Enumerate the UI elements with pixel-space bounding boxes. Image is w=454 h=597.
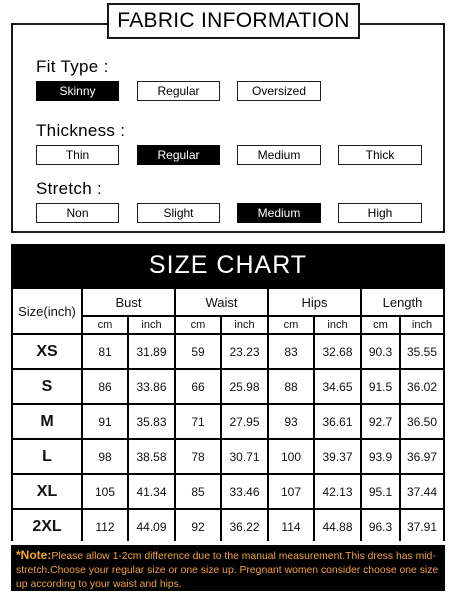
table-cell: 35.55 [401, 335, 443, 368]
size-label-m: M [13, 405, 81, 438]
table-cell: 92 [176, 510, 220, 543]
table-cell: 42.13 [315, 475, 360, 508]
table-cell: 44.88 [315, 510, 360, 543]
unit-inch-length: inch [401, 317, 443, 333]
table-cell: 44.09 [129, 510, 174, 543]
unit-cm-length: cm [362, 317, 399, 333]
table-cell: 93.9 [362, 440, 399, 473]
table-cell: 90.3 [362, 335, 399, 368]
table-cell: 78 [176, 440, 220, 473]
table-cell: 96.3 [362, 510, 399, 543]
table-cell: 36.22 [222, 510, 267, 543]
unit-cm-bust: cm [83, 317, 127, 333]
fit-regular-option: Regular [137, 81, 220, 101]
table-cell: 25.98 [222, 370, 267, 403]
thickness-thick-option: Thick [338, 145, 422, 165]
table-cell: 92.7 [362, 405, 399, 438]
table-cell: 112 [83, 510, 127, 543]
table-cell: 85 [176, 475, 220, 508]
size-note [11, 545, 445, 591]
table-cell: 95.1 [362, 475, 399, 508]
header-bust: Bust [83, 289, 174, 315]
table-cell: 31.89 [129, 335, 174, 368]
table-cell: 37.91 [401, 510, 443, 543]
table-cell: 35.83 [129, 405, 174, 438]
size-label-l: L [13, 440, 81, 473]
header-hips: Hips [269, 289, 360, 315]
table-cell: 59 [176, 335, 220, 368]
table-cell: 100 [269, 440, 313, 473]
size-label-2xl: 2XL [13, 510, 81, 543]
fabric-info-title: FABRIC INFORMATION [107, 3, 360, 39]
table-cell: 81 [83, 335, 127, 368]
note-lead: *Note: [16, 548, 52, 562]
table-cell: 36.50 [401, 405, 443, 438]
unit-cm-hips: cm [269, 317, 313, 333]
table-cell: 41.34 [129, 475, 174, 508]
size-label-s: S [13, 370, 81, 403]
size-label-xs: XS [13, 335, 81, 368]
table-cell: 23.23 [222, 335, 267, 368]
unit-inch-bust: inch [129, 317, 174, 333]
table-cell: 33.86 [129, 370, 174, 403]
stretch-high-option: High [338, 203, 422, 223]
table-cell: 71 [176, 405, 220, 438]
table-cell: 27.95 [222, 405, 267, 438]
stretch-slight-option: Slight [137, 203, 220, 223]
table-cell: 32.68 [315, 335, 360, 368]
table-cell: 30.71 [222, 440, 267, 473]
unit-cm-waist: cm [176, 317, 220, 333]
header-waist: Waist [176, 289, 267, 315]
table-cell: 33.46 [222, 475, 267, 508]
table-cell: 66 [176, 370, 220, 403]
table-cell: 37.44 [401, 475, 443, 508]
size-chart-table [11, 244, 445, 541]
table-cell: 91.5 [362, 370, 399, 403]
table-cell: 36.61 [315, 405, 360, 438]
thickness-medium-option: Medium [237, 145, 321, 165]
size-label-xl: XL [13, 475, 81, 508]
size-column-header: Size(inch) [13, 289, 81, 333]
header-length: Length [362, 289, 443, 315]
thickness-thin-option: Thin [36, 145, 119, 165]
stretch-medium-option: Medium [237, 203, 321, 223]
fit-oversized-option: Oversized [237, 81, 321, 101]
table-cell: 38.58 [129, 440, 174, 473]
table-cell: 105 [83, 475, 127, 508]
thickness-label: Thickness : [36, 121, 126, 140]
table-cell: 91 [83, 405, 127, 438]
table-cell: 36.97 [401, 440, 443, 473]
table-cell: 98 [83, 440, 127, 473]
table-cell: 83 [269, 335, 313, 368]
table-cell: 107 [269, 475, 313, 508]
thickness-regular-option: Regular [137, 145, 220, 165]
table-cell: 114 [269, 510, 313, 543]
fit-type-label: Fit Type : [36, 57, 109, 76]
table-cell: 86 [83, 370, 127, 403]
size-chart-title: SIZE CHART [148, 251, 308, 279]
table-cell: 34.65 [315, 370, 360, 403]
stretch-non-option: Non [36, 203, 119, 223]
unit-inch-waist: inch [222, 317, 267, 333]
note-text: Please allow 1-2cm difference due to the manual measurement.This dress has mid-stretch.Choose your regular size or one size up. Pregnant women consider choose one size up according to your waist and hips. [16, 551, 439, 590]
table-cell: 39.37 [315, 440, 360, 473]
stretch-label: Stretch : [36, 179, 103, 198]
unit-inch-hips: inch [315, 317, 360, 333]
fit-skinny-option: Skinny [36, 81, 119, 101]
table-cell: 93 [269, 405, 313, 438]
table-cell: 88 [269, 370, 313, 403]
table-cell: 36.02 [401, 370, 443, 403]
